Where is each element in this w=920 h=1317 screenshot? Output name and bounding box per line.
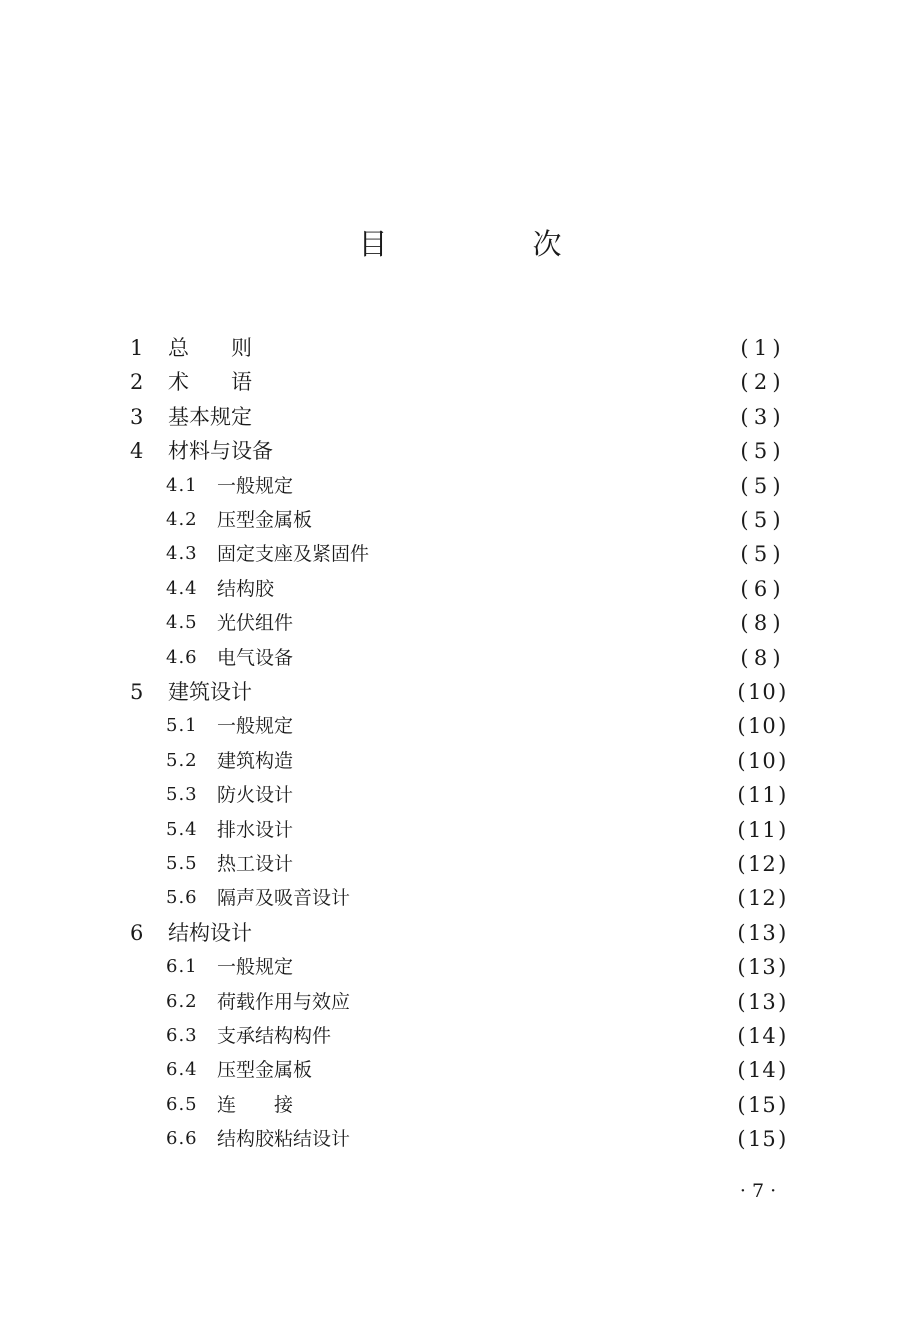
dot-leader [377, 537, 712, 571]
toc-entry-number: 5 [130, 680, 144, 704]
dot-leader [260, 675, 712, 709]
toc-entry-page: (12) [736, 847, 786, 881]
dot-leader [260, 365, 712, 399]
toc-entry-number: 4.4 [166, 577, 198, 599]
toc-entry-number: 5.5 [166, 853, 198, 874]
toc-entry-label: 电气设备 [217, 646, 294, 669]
toc-entry-label: 热工设计 [217, 853, 294, 875]
toc-entry-number: 6.5 [166, 1093, 198, 1115]
toc-entry-page-value: 10 [748, 714, 777, 739]
toc-entry[interactable] [0, 709, 920, 743]
toc-entry-number: 6.1 [166, 956, 198, 978]
toc-entry-page: ( 8 ) [736, 606, 786, 640]
toc-entry[interactable] [0, 916, 920, 950]
toc-entry[interactable] [0, 847, 920, 881]
toc-entry-page: ( 3 ) [736, 400, 786, 434]
dot-leader [301, 778, 712, 812]
toc-entry[interactable] [0, 985, 920, 1019]
toc-entry-number: 3 [130, 404, 144, 429]
toc-entry[interactable] [0, 1122, 920, 1156]
toc-entry-label: 固定支座及紧固件 [217, 543, 370, 566]
dot-leader [301, 469, 712, 503]
toc-entry-number: 4.2 [166, 509, 198, 530]
toc-entry-page-value: 5 [753, 508, 769, 532]
toc-entry[interactable] [0, 1053, 920, 1087]
toc-entry-number: 6.4 [166, 1059, 198, 1081]
toc-entry-page-value: 5 [753, 542, 769, 567]
toc-entry-number: 6.6 [166, 1128, 198, 1150]
dot-leader [339, 1019, 712, 1053]
toc-entry[interactable] [0, 434, 920, 468]
toc-entry-label: 基本规定 [168, 404, 252, 429]
toc-entry-label: 建筑构造 [217, 749, 294, 772]
toc-entry-page-value: 15 [748, 1127, 777, 1152]
toc-entry-label: 结构设计 [168, 920, 252, 945]
toc-entry[interactable] [0, 813, 920, 847]
toc-entry-label: 排水设计 [217, 818, 294, 841]
toc-entry-page-value: 5 [753, 439, 769, 464]
toc-entry-label: 总 则 [168, 336, 252, 360]
toc-entry[interactable] [0, 331, 920, 365]
dot-leader [320, 503, 712, 537]
toc-entry-page: (15) [736, 1088, 786, 1122]
toc-entry-page: (13) [736, 950, 786, 984]
toc-entry-page: ( 6 ) [736, 572, 786, 606]
toc-entry[interactable] [0, 537, 920, 571]
toc-entry-page: (14) [736, 1019, 786, 1053]
dot-leader [358, 985, 712, 1019]
dot-leader [260, 916, 712, 950]
toc-entry-page-value: 13 [748, 989, 777, 1014]
toc-entry-page: ( 5 ) [736, 503, 786, 537]
toc-entry-page-value: 8 [753, 645, 769, 670]
toc-entry-page: (10) [736, 709, 786, 743]
toc-entry-label: 一般规定 [217, 715, 294, 738]
toc-entry-number: 4 [130, 439, 144, 464]
toc-entry-page-value: 5 [753, 473, 769, 498]
toc-entry-page: ( 2 ) [736, 365, 786, 399]
toc-entry-label: 一般规定 [217, 474, 294, 497]
toc-entry-page-value: 14 [748, 1024, 777, 1048]
toc-entry-number: 4.1 [166, 474, 198, 496]
toc-entry-page-value: 8 [753, 611, 769, 636]
toc-entry-page-value: 1 [753, 336, 769, 360]
dot-leader [358, 1122, 712, 1156]
toc-entry[interactable] [0, 365, 920, 399]
toc-entry-page: (11) [736, 813, 786, 847]
toc-entry[interactable] [0, 641, 920, 675]
toc-entry[interactable] [0, 606, 920, 640]
toc-entry-page-value: 12 [748, 886, 777, 911]
toc-entry-page: (13) [736, 916, 786, 950]
toc-entry-number: 6.2 [166, 990, 198, 1012]
dot-leader [301, 847, 712, 881]
toc-entry-page-value: 12 [748, 852, 777, 876]
toc-entry-label: 连 接 [217, 1093, 294, 1116]
dot-leader [301, 1088, 712, 1122]
toc-entry-number: 4.3 [166, 543, 198, 565]
dot-leader [301, 641, 712, 675]
toc-entry-number: 4.5 [166, 612, 198, 634]
toc-entry-page: ( 5 ) [736, 434, 786, 468]
toc-entry-page-value: 10 [748, 680, 777, 704]
page-title: 目 次 [358, 227, 620, 261]
toc-entry-page: (12) [736, 881, 786, 915]
dot-leader [281, 434, 712, 468]
toc-entry-page: (14) [736, 1053, 786, 1087]
toc-entry-page: (15) [736, 1122, 786, 1156]
toc-entry[interactable] [0, 503, 920, 537]
toc-entry-label: 防火设计 [217, 784, 294, 807]
toc-entry-page: (11) [736, 778, 786, 812]
dot-leader [301, 950, 712, 984]
toc-entry-number: 5.4 [166, 818, 198, 840]
toc-entry-label: 支承结构构件 [217, 1025, 332, 1047]
dot-leader [282, 572, 712, 606]
toc-entry-page-value: 14 [748, 1058, 777, 1083]
toc-entry-page-value: 15 [748, 1092, 777, 1117]
toc-entry-page: ( 8 ) [736, 641, 786, 675]
toc-entry-page-value: 13 [748, 920, 777, 945]
toc-entry-page-value: 2 [753, 370, 769, 395]
toc-entry-label: 压型金属板 [217, 509, 313, 531]
toc-entry-label: 术 语 [168, 370, 252, 395]
dot-leader [301, 709, 712, 743]
page-number: · 7 · [739, 1180, 777, 1202]
toc-entry-page-value: 3 [753, 404, 769, 429]
toc-entry-number: 1 [130, 336, 144, 360]
toc-entry[interactable] [0, 744, 920, 778]
toc-entry-label: 隔声及吸音设计 [217, 887, 351, 910]
toc-entry-number: 5.3 [166, 784, 198, 806]
toc-entry-label: 一般规定 [217, 956, 294, 979]
toc-entry-page: (10) [736, 675, 786, 709]
toc-entry-page-value: 13 [748, 955, 777, 980]
toc-entry-page-value: 11 [748, 817, 777, 842]
toc-entry[interactable] [0, 400, 920, 434]
dot-leader [358, 881, 712, 915]
toc-entry[interactable] [0, 572, 920, 606]
toc-entry[interactable] [0, 675, 920, 709]
toc-entry-page: ( 5 ) [736, 537, 786, 571]
dot-leader [320, 1053, 712, 1087]
toc-entry-label: 材料与设备 [168, 439, 273, 464]
toc-entry[interactable] [0, 778, 920, 812]
toc-entry-page: (13) [736, 985, 786, 1019]
dot-leader [301, 606, 712, 640]
toc-entry-label: 建筑设计 [168, 680, 252, 704]
toc-entry-page: ( 5 ) [736, 469, 786, 503]
toc-entry-label: 结构胶粘结设计 [217, 1128, 351, 1151]
toc-entry[interactable] [0, 469, 920, 503]
toc-entry-page-value: 6 [753, 576, 769, 601]
toc-entry[interactable] [0, 1019, 920, 1053]
toc-entry[interactable] [0, 1088, 920, 1122]
toc-entry-number: 6.3 [166, 1025, 198, 1046]
toc-entry-page-value: 11 [748, 783, 777, 808]
dot-leader [301, 813, 712, 847]
toc-entry-page-value: 10 [748, 748, 777, 773]
toc-entry-number: 5.6 [166, 887, 198, 909]
toc-entry-number: 2 [130, 370, 144, 395]
toc-entry-number: 5.1 [166, 715, 198, 737]
toc-entry-page: ( 1 ) [736, 331, 786, 365]
toc-entry-page: (10) [736, 744, 786, 778]
toc-entry-label: 光伏组件 [217, 612, 294, 635]
toc-entry[interactable] [0, 950, 920, 984]
toc-entry-label: 压型金属板 [217, 1059, 313, 1082]
dot-leader [260, 400, 712, 434]
toc-entry[interactable] [0, 881, 920, 915]
toc-entry-label: 结构胶 [217, 577, 275, 600]
toc-entry-label: 荷载作用与效应 [217, 990, 351, 1013]
toc-entry-number: 5.2 [166, 749, 198, 771]
toc-entry-number: 6 [130, 920, 144, 945]
dot-leader [301, 744, 712, 778]
toc-entry-number: 4.6 [166, 646, 198, 668]
dot-leader [260, 331, 712, 365]
